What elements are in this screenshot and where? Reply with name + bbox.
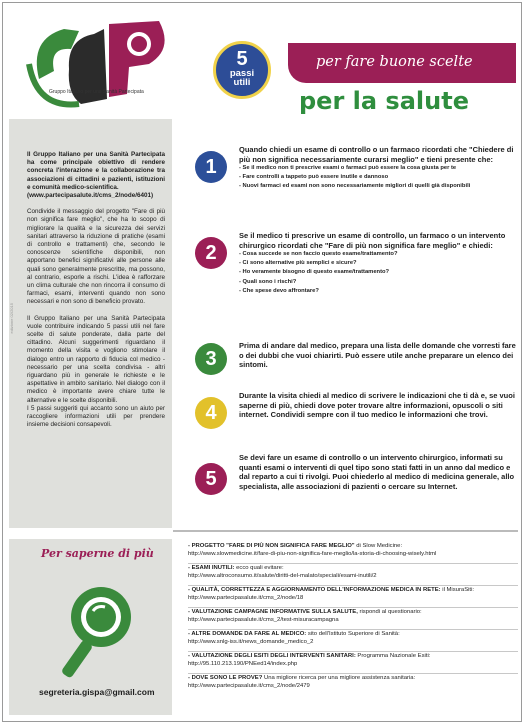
subtitle-banner [288,43,516,83]
reference-item [188,653,518,674]
reference-item [188,631,518,652]
reference-link[interactable]: http://www.partecipasalute.it/cms_2/test-misuracampagna [188,616,339,623]
gsp-logo-mark [9,9,172,119]
five-steps-badge [213,41,271,99]
step-list [239,250,519,296]
intro-url: (www.partecipasalute.it/cms_2/node/6401) [27,192,154,200]
reference-label: - QUALITÀ, CORRETTEZZA E AGGIORNAMENTO DELL'INFORMAZIONE MEDICA IN RETE: [188,587,441,593]
reference-item [188,609,518,630]
intro-panel [9,9,172,528]
list-item: - Se il medico non ti prescrive esami o farmaci può essere la cosa giusta per te [239,165,457,171]
reference-link[interactable]: http://www.snlg-iss.it/news_domande_medico_2 [188,638,314,645]
step-heading: Durante la visita chiedi al medico di scrivere le indicazioni che ti dà e, se vuoi saperne di più, chiedi dove poter trovare altre informazioni, opuscoli o siti internet. Condividi sempre con il tuo medico le informazioni che trovi. [239,391,515,419]
reference-item [188,543,518,564]
logo-subtitle: Gruppo Italiano per una Sanità Partecipata [49,89,144,95]
list-item: - Fare controlli a tappeto può essere inutile e dannoso [239,174,389,181]
step-number-circle: 4 [195,397,227,429]
step-heading: Se il medico ti prescrive un esame di controllo, un farmaco o un intervento chirurgico ricordati che "Fare di più non significa fare meglio" e chiedi: [239,231,506,250]
list-item: - Cosa succede se non faccio questo esame/trattamento? [239,251,398,257]
list-item: - Ho veramente bisogno di questo esame/trattamento? [239,269,390,276]
badge-line2: utili [233,77,251,88]
list-item: - Quali sono i rischi? [239,278,297,285]
magnifier-icon [51,579,141,689]
edition-note: edizione 02/2015 [9,303,14,334]
step-list [239,164,519,192]
reference-text: ecco quali evitare: [234,565,284,571]
step-heading: Quando chiedi un esame di controllo o un farmaco ricordati che "Chiedere di più non significa necessariamente curarsi meglio" e tieni presente che: [239,145,514,164]
step-text [239,231,519,296]
step-number-circle: 1 [195,151,227,183]
more-info-title: Per saperne di più [41,547,154,560]
badge-line1: passi [229,68,255,79]
reference-link[interactable]: http://www.slowmedicine.it/fare-di-piu-non-significa-fare-meglio/la-storia-di-choosing-wisely.html [188,550,437,557]
list-item: - Nuovi farmaci ed esami non sono necessariamente migliori di quelli già disponibili [239,183,471,190]
reference-text: il MisuraSiti: [440,587,475,593]
reference-link[interactable]: http://www.altroconsumo.it/salute/diritti-del-malato/speciali/esami-inutili/2 [188,572,377,579]
banner-text: per fare buone scelte [316,54,473,70]
step-number-circle: 3 [195,343,227,375]
list-item: - Ci sono alternative più semplici e sicure? [239,260,357,267]
reference-label: - DOVE SONO LE PROVE? [188,675,263,681]
step-heading: Se devi fare un esame di controllo o un intervento chirurgico, informati su quanti esami o interventi di quel tipo sono stati fatti in un anno dal medico e dal reparto a cui ti rivolgi. Puoi chiederlo al medico di medicina generale, allo specialista, alle associazioni di pazienti o cercare su Internet. [239,453,515,491]
reference-item [188,565,518,586]
section-divider [173,530,518,532]
reference-text: rispondi al questionario: [357,609,422,615]
reference-text: di Slow Medicine: [354,543,403,549]
step-number-circle: 5 [195,463,227,495]
leaflet-page [2,2,522,722]
closing-paragraph: I 5 passi suggeriti qui accanto sono un aiuto per raccogliere informazioni utili per prendere insieme decisioni consapevoli. [27,404,165,429]
contribution-paragraph: Il Gruppo Italiano per una Sanità Partecipata vuole contribuire indicando 5 passi utili nel fare scelte di salute ponderate, dalla parte del cittadino. Alcuni suggerimenti riguardano il momento della visita e vogliono stimolare il dialogo entro un rapporto di fiducia col medico - necessario per una scelta condivisa - altri riguardano più in generale le richieste e le aspettative in ambito sanitario. Nel dialogo con il medico è importante avere chiare tutte le alternative e le scelte disponibili. [27,314,165,404]
reference-link[interactable]: http://95.110.213.190/PNEed14/index.php [188,660,298,667]
reference-label: - ESAMI INUTILI: [188,565,235,571]
intro-statement: Il Gruppo Italiano per una Sanità Partecipata ha come principale obiettivo di rendere concreta l'interazione e la collaborazione tra associazioni di cittadini e pazienti, istituzioni e comunità medico-scientifica. [27,151,165,191]
contact-email-link[interactable]: segreteria.gispa@gmail.com [39,687,155,697]
reference-text: sito dell'Istituto Superiore di Sanità: [306,631,400,637]
reference-label: - PROGETTO "FARE DI PIÙ NON SIGNIFICA FARE MEGLIO" [188,543,355,549]
page-title: per la salute [299,87,469,115]
intro-text [27,151,165,438]
badge-number: 5 [236,48,248,70]
reference-link[interactable]: http://www.partecipasalute.it/cms_2/node/18 [188,594,304,601]
project-paragraph: Condivide il messaggio del progetto "Fare di più non significa fare meglio", che ha lo scopo di migliorare la qualità e la sicurezza dei servizi sanitari attraverso la riduzione di pratiche (esami di controllo e trattamenti) che, secondo le conoscenze scientifiche disponibili, non apportano benefici significativi alle persone alle quali sono generalmente prescritte, ma possono, al contrario, esporle a rischi. L'idea è rafforzare un clima culturale che non rincorra il consumo di farmaci, esami, interventi quando non sono necessari e non sono di beneficio provato. [27,208,165,306]
reference-label: - ALTRE DOMANDE DA FARE AL MEDICO: [188,631,307,637]
reference-label: - VALUTAZIONE CAMPAGNE INFORMATIVE SULLA SALUTE, [188,609,358,615]
reference-label: - VALUTAZIONE DEGLI ESITI DEGLI INTERVENTI SANITARI: [188,653,356,659]
reference-item [188,587,518,608]
reference-item [188,675,518,695]
intro-paragraph [27,151,165,200]
step-heading: Prima di andare dal medico, prepara una lista delle domande che vorresti fare o dei dubbi che vuoi chiarirti. Può essere utile anche preparare un elenco dei sintomi. [239,341,516,369]
step-number-circle: 2 [195,237,227,269]
reference-text: Programma Nazionale Esiti: [355,653,431,659]
more-info-panel [9,539,172,715]
list-item: - Che spese devo affrontare? [239,287,319,294]
reference-link[interactable]: http://www.partecipasalute.it/cms_2/node/2479 [188,682,310,689]
references-list [188,543,518,696]
reference-text: Una migliore ricerca per una migliore assistenza sanitaria: [262,675,416,681]
gispa-logo [9,9,172,119]
step-text [239,145,519,192]
